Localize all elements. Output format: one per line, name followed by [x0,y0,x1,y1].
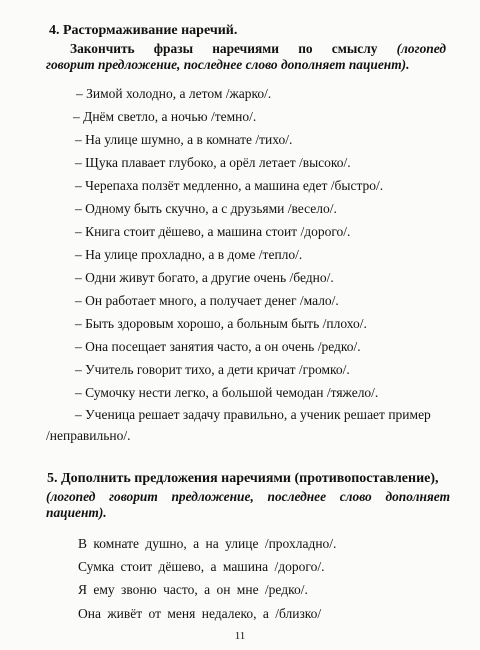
instruction-word: наречиями [212,41,280,56]
section-4-heading: 4. Растормаживание наречий. [49,23,238,38]
document-page: 4. Растормаживание наречий. Закончить фразы наречиями по смыслу (логопед говорит предложение, последнее слово дополняет пациент). – Зимой холодно, а летом /жарко/. – Днём светло, а ночью /темно/. – На улице шумно, а в комнате /тихо/. – Щука плавает глубоко, а орёл летает /высоко/. – Черепаха ползёт медленно, а машина едет /быстро/. – Одному быть скучно, а с друзьями /весело/. – Книга стоит дёшево, а машина стоит /дорого/. – На улице прохладно, а в доме /тепло/. – Одни живут богато, а другие очень /бедно/. – Он работает много, а получает денег /мало/. – Быть здоровым хорошо, а больным быть /плохо/. – Она посещает занятия часто, а он очень /редко/. – Учитель говорит тихо, а дети кричат /громко/. – Сумочку нести легко, а большой чемодан /тяжело/. – Ученица решает задачу правильно, а ученик решает пример /неправильно/. 5. Дополнить предложения наречиями (противопоставление), (логопед говорит предложение, последнее слово дополняет пациент). В комнате душно, а на улице /прохладно/. Сумка стоит дёшево, а машина /дорого/. Я ему звоню часто, а он мне /редко/. Она живёт от меня недалеко, а /близко/ 11 [0,0,480,650]
instruction-line-2: говорит предложение, последнее слово дополняет пациент). [46,57,410,72]
section-5-instruction [46,489,450,521]
list-item: Я ему звоню часто, а он мне /редко/. [78,582,308,597]
instruction-word: по [298,41,313,56]
instruction-word: смыслу [331,41,378,56]
list-item-continuation: /неправильно/. [46,428,131,443]
page-number: 11 [234,630,246,642]
instruction-line-1 [46,41,446,57]
instruction-word: фразы [153,41,194,56]
instruction-line-2: пациент). [46,505,107,520]
list-item: В комнате душно, а на улице /прохладно/. [78,536,337,551]
list-item: Она живёт от меня недалеко, а /близко/ [78,606,322,621]
instruction-word: Закончить [70,41,135,56]
section-4-instruction [46,41,446,73]
instruction-line-1: (логопед говорит предложение, последнее слово дополняет [46,489,450,504]
list-item: Сумка стоит дёшево, а машина /дорого/. [78,559,325,574]
instruction-italic-note: (логопед [396,41,446,56]
section-5-heading: 5. Дополнить предложения наречиями (противопоставление), [47,471,439,486]
